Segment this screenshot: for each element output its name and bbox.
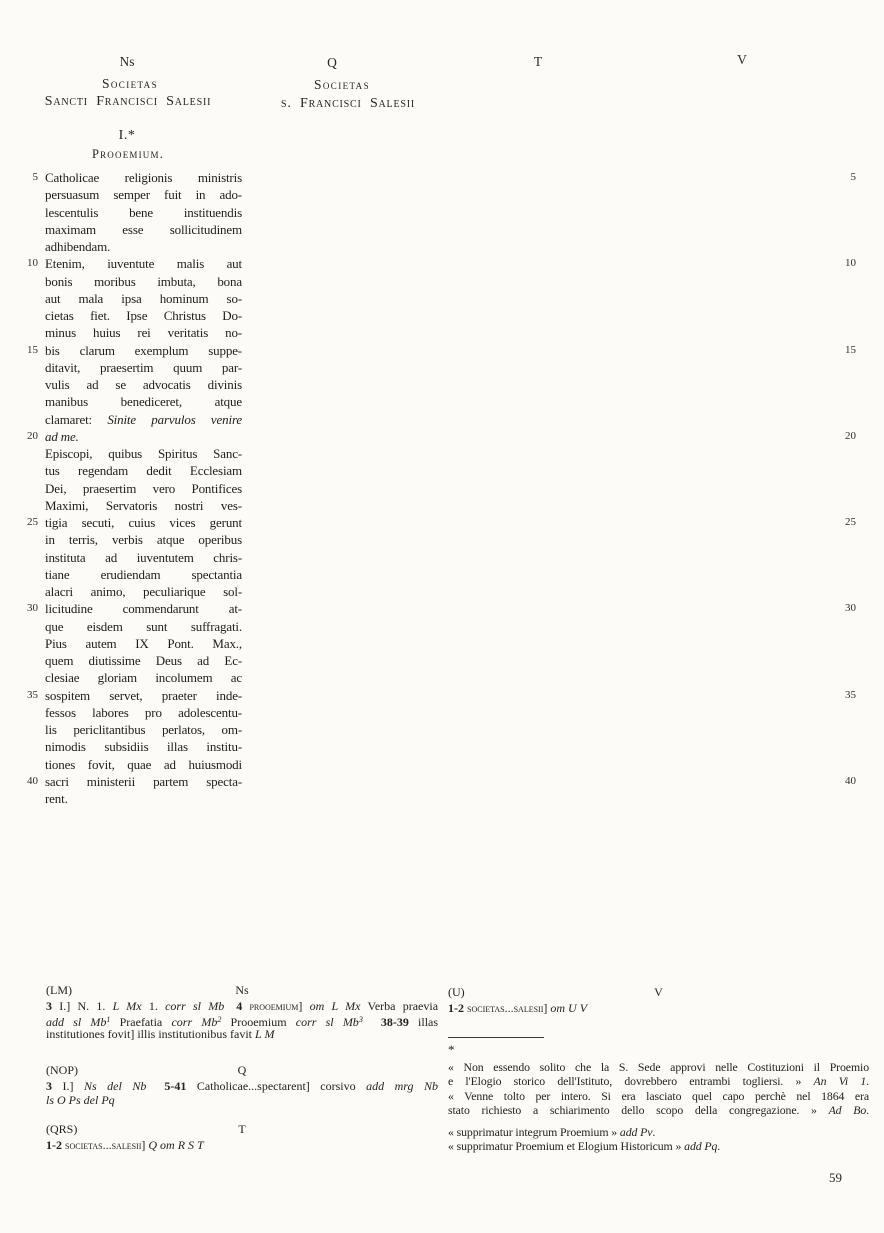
line-number: 30 [845, 602, 856, 615]
witness-siglum-q: Q [327, 55, 337, 70]
apparatus-group-label: (U) [448, 985, 465, 999]
apparatus-witness-siglum: Ns [235, 983, 249, 997]
text-line: lis periclitantibus perlatos, om- [45, 722, 242, 737]
line-number [830, 462, 856, 479]
text-line: aut mala ipsa hominum so- [45, 290, 242, 306]
text-line: Episcopi, quibus Spiritus Sanc- [45, 446, 242, 461]
line-number [12, 669, 38, 686]
line-number [12, 635, 38, 652]
line-number: 15 [845, 343, 856, 356]
line-number [12, 393, 38, 410]
line-number: 20 [27, 429, 38, 442]
text-line: e l'Elogio storico dell'Istituto, dovrebbero entrambi togliersi. » An Vi 1. [448, 1074, 869, 1089]
text-line: maximam esse sollicitudinem [45, 221, 242, 237]
apparatus-group-label: (QRS) [46, 1122, 78, 1136]
text-line: licitudine commendarunt at- [45, 601, 242, 617]
line-number [12, 462, 38, 479]
text-line: sacri ministerii partem specta- [45, 773, 242, 789]
line-number [830, 204, 856, 221]
line-number [830, 635, 856, 652]
heading-ns-title: Sancti Francisci Salesii [44, 94, 212, 109]
line-number [12, 480, 38, 497]
footnote-text [448, 1060, 869, 1154]
line-number [830, 738, 856, 755]
text-line: tigia secuti, cuius vices gerunt [45, 515, 242, 530]
apparatus-group-nop [46, 1063, 438, 1107]
apparatus-entries [46, 999, 438, 1041]
line-number [830, 480, 856, 497]
text-line: minus huius rei veritatis no- [45, 325, 242, 341]
line-number [12, 324, 38, 341]
line-number [12, 738, 38, 755]
line-number [12, 445, 38, 462]
line-number [830, 721, 856, 738]
text-line: rent. [45, 791, 68, 806]
line-number [830, 790, 856, 807]
text-line: ditavit, praesertim quum par- [45, 359, 242, 375]
text-line: bonis moribus imbuta, bona [45, 273, 242, 289]
text-line: quem diutissime Deus ad Ec- [45, 653, 242, 668]
apparatus-witness-siglum: V [654, 985, 663, 999]
text-line: clesiae gloriam incolumem ac [45, 670, 242, 686]
page-number: 59 [829, 1170, 842, 1185]
witness-siglum-t: T [533, 54, 543, 69]
text-line: vulis ad se advocatis divinis [45, 377, 242, 392]
text-line: sospitem servet, praeter inde- [45, 687, 242, 703]
line-number [830, 186, 856, 203]
line-number [12, 531, 38, 548]
line-number [830, 307, 856, 324]
footnote [448, 1043, 869, 1154]
line-number [830, 359, 856, 376]
apparatus-entries [448, 1001, 869, 1015]
footnote-rule [448, 1037, 544, 1038]
text-line: fessos labores pro adolescentu- [45, 704, 242, 720]
apparatus-witness-siglum: T [238, 1122, 246, 1136]
line-number [830, 238, 856, 255]
witness-siglum-ns: Ns [119, 54, 135, 69]
line-numbers-right [830, 169, 856, 807]
line-number [12, 204, 38, 221]
line-number: 30 [27, 602, 38, 615]
apparatus-group-label: (NOP) [46, 1063, 78, 1077]
text-line: bis clarum exemplum suppe- [45, 342, 242, 358]
line-number [830, 376, 856, 393]
line-number: 20 [845, 429, 856, 442]
line-number [830, 704, 856, 721]
line-number [830, 531, 856, 548]
apparatus-entries [46, 1138, 438, 1152]
line-number [830, 669, 856, 686]
line-number: 5 [32, 171, 38, 183]
line-number [12, 583, 38, 600]
line-number [12, 290, 38, 307]
footnote-marker: * [448, 1042, 455, 1057]
line-number [12, 238, 38, 255]
line-number [12, 549, 38, 566]
line-number [830, 221, 856, 238]
apparatus-group-qrs [46, 1122, 438, 1152]
text-line: Pius autem IX Pont. Max., [45, 635, 242, 651]
text-line: 3 I.] Ns del Nb 5-41 Catholicae...spectarent] corsivo add mrg Nb [46, 1079, 438, 1093]
text-line: 1-2 societas...salesii] om U V [448, 1001, 588, 1015]
line-number: 25 [845, 516, 856, 528]
text-line: lescentulis bene instituendis [45, 204, 242, 220]
section-title: Prooemium. [91, 147, 165, 161]
text-line: que eisdem sunt suffragati. [45, 618, 242, 634]
text-line: add sl Mb$^1$ Praefatia corr Mb$^2$ Prooemium corr sl Mb$^3$ 38-39 illas [46, 1015, 438, 1027]
line-number: 35 [845, 688, 856, 701]
line-number [12, 221, 38, 238]
line-number [830, 756, 856, 773]
text-line: tiones fovit, quae ad huiusmodi [45, 756, 242, 772]
line-number: 40 [27, 774, 38, 787]
text-line: « Venne tolto per intero. Si era lasciato quel capo perchè nel 1864 era [448, 1088, 869, 1103]
line-number [12, 756, 38, 773]
text-line: « supprimatur integrum Proemium » add Pv. [448, 1125, 656, 1140]
line-number [12, 186, 38, 203]
chapter-number: I.* [118, 128, 136, 143]
text-line: cietas fiet. Ipse Christus Do- [45, 308, 242, 323]
apparatus-header [448, 985, 869, 1001]
text-line: « Non essendo solito che la S. Sede approvi nelle Costituzioni il Proemio [448, 1060, 869, 1074]
line-number [830, 393, 856, 410]
text-line: Maximi, Servatoris nostri ves- [45, 497, 242, 513]
line-number [830, 273, 856, 290]
line-number [830, 583, 856, 600]
text-line: manibus benediceret, atque [45, 394, 242, 410]
line-number: 10 [845, 257, 856, 270]
text-line: « supprimatur Proemium et Elogium Historicum » add Pq. [448, 1139, 721, 1154]
line-number [12, 376, 38, 393]
line-number [830, 411, 856, 428]
text-line: Etenim, iuventute malis aut [45, 256, 242, 272]
text-line: tiane erudiendam spectantia [45, 566, 242, 582]
line-numbers-left [12, 169, 38, 807]
apparatus-group-u [448, 985, 869, 1015]
line-number: 10 [27, 257, 38, 270]
line-number [12, 704, 38, 721]
line-number [830, 549, 856, 566]
line-number [830, 652, 856, 669]
text-line: 1-2 societas...salesii] Q om R S T [46, 1138, 204, 1152]
line-number [830, 566, 856, 583]
line-number [830, 324, 856, 341]
text-line: stato richiesto a schiarimento dello scopo della congregazione. » Ad Bo. [448, 1102, 869, 1117]
text-line: ls O Ps del Pq [46, 1093, 115, 1107]
apparatus-group-lm [46, 983, 438, 1041]
line-number [830, 290, 856, 307]
text-line: adhibendam. [45, 239, 111, 254]
text-line: nimodis subsidiis illas institu- [45, 739, 242, 755]
line-number: 15 [27, 343, 38, 356]
text-line: Dei, praesertim vero Pontifices [45, 480, 242, 496]
line-number: 5 [850, 171, 856, 183]
line-number [12, 721, 38, 738]
text-line: tus regendam dedit Ecclesiam [45, 463, 242, 479]
line-number [12, 359, 38, 376]
line-number [12, 790, 38, 807]
line-number [12, 618, 38, 635]
line-number [12, 307, 38, 324]
line-number: 40 [845, 774, 856, 787]
heading-q-title: s. Francisci Salesii [281, 96, 415, 111]
apparatus-header [46, 983, 438, 999]
apparatus-header [46, 1063, 438, 1079]
text-line: Catholicae religionis ministris [45, 170, 242, 185]
apparatus-entries [46, 1079, 438, 1107]
witness-siglum-v: V [737, 52, 747, 67]
line-number: 35 [27, 688, 38, 701]
text-line: persuasum semper fuit in ado- [45, 187, 242, 203]
heading-ns-societas: Societas [102, 76, 158, 91]
text-line: instituta ad iuventutem chris- [45, 549, 242, 565]
text-line: 3 I.] N. 1. L Mx 1. corr sl Mb 4 prooemium] om L Mx Verba praevia [46, 999, 438, 1013]
text-line: alacri animo, peculiarique sol- [45, 584, 242, 599]
line-number: 25 [27, 516, 38, 528]
line-number [830, 445, 856, 462]
apparatus-group-label: (LM) [46, 983, 72, 997]
heading-q-societas: Societas [314, 77, 370, 92]
apparatus-header [46, 1122, 438, 1138]
line-number [830, 618, 856, 635]
line-number [830, 497, 856, 514]
apparatus-witness-siglum: Q [237, 1063, 247, 1077]
line-number [12, 497, 38, 514]
text-line: ad me. [45, 428, 79, 444]
line-number [12, 566, 38, 583]
text-line: clamaret: Sinite parvulos venire [45, 411, 242, 427]
line-number [12, 273, 38, 290]
line-number [12, 652, 38, 669]
text-line: in terris, verbis atque operibus [45, 532, 242, 548]
main-text [45, 169, 242, 807]
text-line: institutiones fovit] illis institutionibus favit L M [46, 1027, 275, 1041]
line-number [12, 411, 38, 428]
